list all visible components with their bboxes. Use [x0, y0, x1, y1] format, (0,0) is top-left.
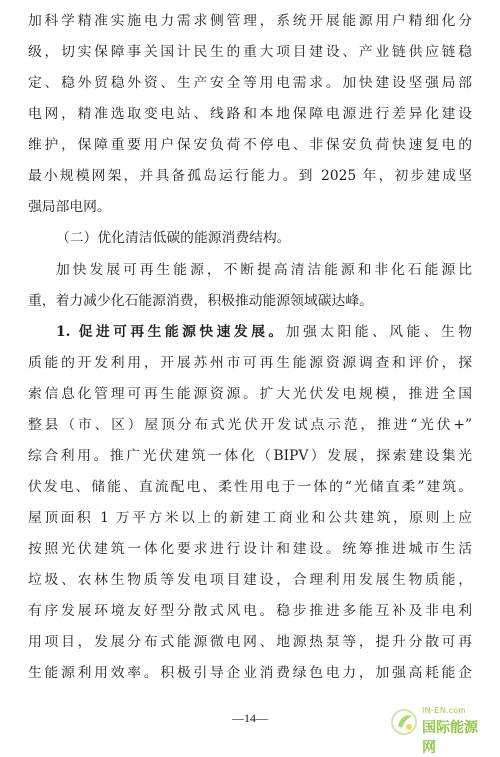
- body-text-line: 生能源利用效率。积极引导企业消费绿色电力，加强高耗能企: [28, 665, 472, 681]
- body-text-line: 综合利用。推广光伏建筑一体化（BIPV）发展，探索建设集光: [28, 448, 472, 464]
- body-text-inline: 加强太阳能、风能、生物: [285, 324, 472, 340]
- subsection-heading: 1. 促进可再生能源快速发展。: [56, 324, 286, 340]
- page-number: —14—: [232, 711, 268, 725]
- body-text-line: 伏发电、储能、直流配电、柔性用电于一体的“光储直柔”建筑。: [28, 479, 472, 495]
- body-text-line: 整县（市、区）屋顶分布式光伏开发试点示范，推进“光伏+”: [28, 417, 472, 433]
- subsection-line: [56, 321, 472, 343]
- body-text-line: 重，着力减少化石能源消费，积极推动能源领域碳达峰。: [28, 293, 373, 309]
- watermark-en: IN-EN.com: [422, 706, 466, 715]
- body-text-line: 索信息化管理可再生能源资源。扩大光伏发电规模，推进全国: [28, 386, 472, 402]
- body-text-line: 最小规模网架，并具备孤岛运行能力。到 2025 年，初步建成坚: [28, 168, 472, 184]
- body-text-line: 屋顶面积 1 万平方米以上的新建工商业和公共建筑，原则上应: [28, 510, 472, 526]
- watermark: [390, 704, 490, 756]
- body-text-line: 维护，保障重要用户保安负荷不停电、非保安负荷快速复电的: [28, 137, 472, 153]
- body-text-line: 强局部电网。: [28, 199, 111, 215]
- body-text-line: 质能的开发利用，开展苏州市可再生能源资源调查和评价，探: [28, 355, 472, 371]
- body-text-line: 垃圾、农林生物质等发电项目建设，合理利用发展生物质能，: [28, 572, 472, 588]
- watermark-cn: 国际能源网: [422, 720, 478, 756]
- body-text-line: 加快发展可再生能源，不断提高清洁能源和非化石能源比: [56, 262, 472, 278]
- body-text-line: 按照光伏建筑一体化要求进行设计和建设。统筹推进城市生活: [28, 541, 472, 557]
- body-text-line: 电网，精准选取变电站、线路和本地保障电源进行差异化建设: [28, 106, 472, 122]
- body-text-line: 级，切实保障事关国计民生的重大项目建设、产业链供应链稳: [28, 44, 472, 60]
- body-text-line: 定、稳外贸稳外资、生产安全等用电需求。加快建设坚强局部: [28, 75, 472, 91]
- document-page: [28, 10, 472, 736]
- section-heading: （二）优化清洁低碳的能源消费结构。: [56, 230, 291, 246]
- body-text-line: 有序发展环境友好型分散式风电。稳步推进多能互补及非电利: [28, 603, 472, 619]
- watermark-logo-icon: [390, 708, 418, 736]
- body-text-line: 用项目，发展分布式能源微电网、地源热泵等，提升分散可再: [28, 634, 472, 650]
- body-text-line: 加科学精准实施电力需求侧管理，系统开展能源用户精细化分: [28, 13, 472, 29]
